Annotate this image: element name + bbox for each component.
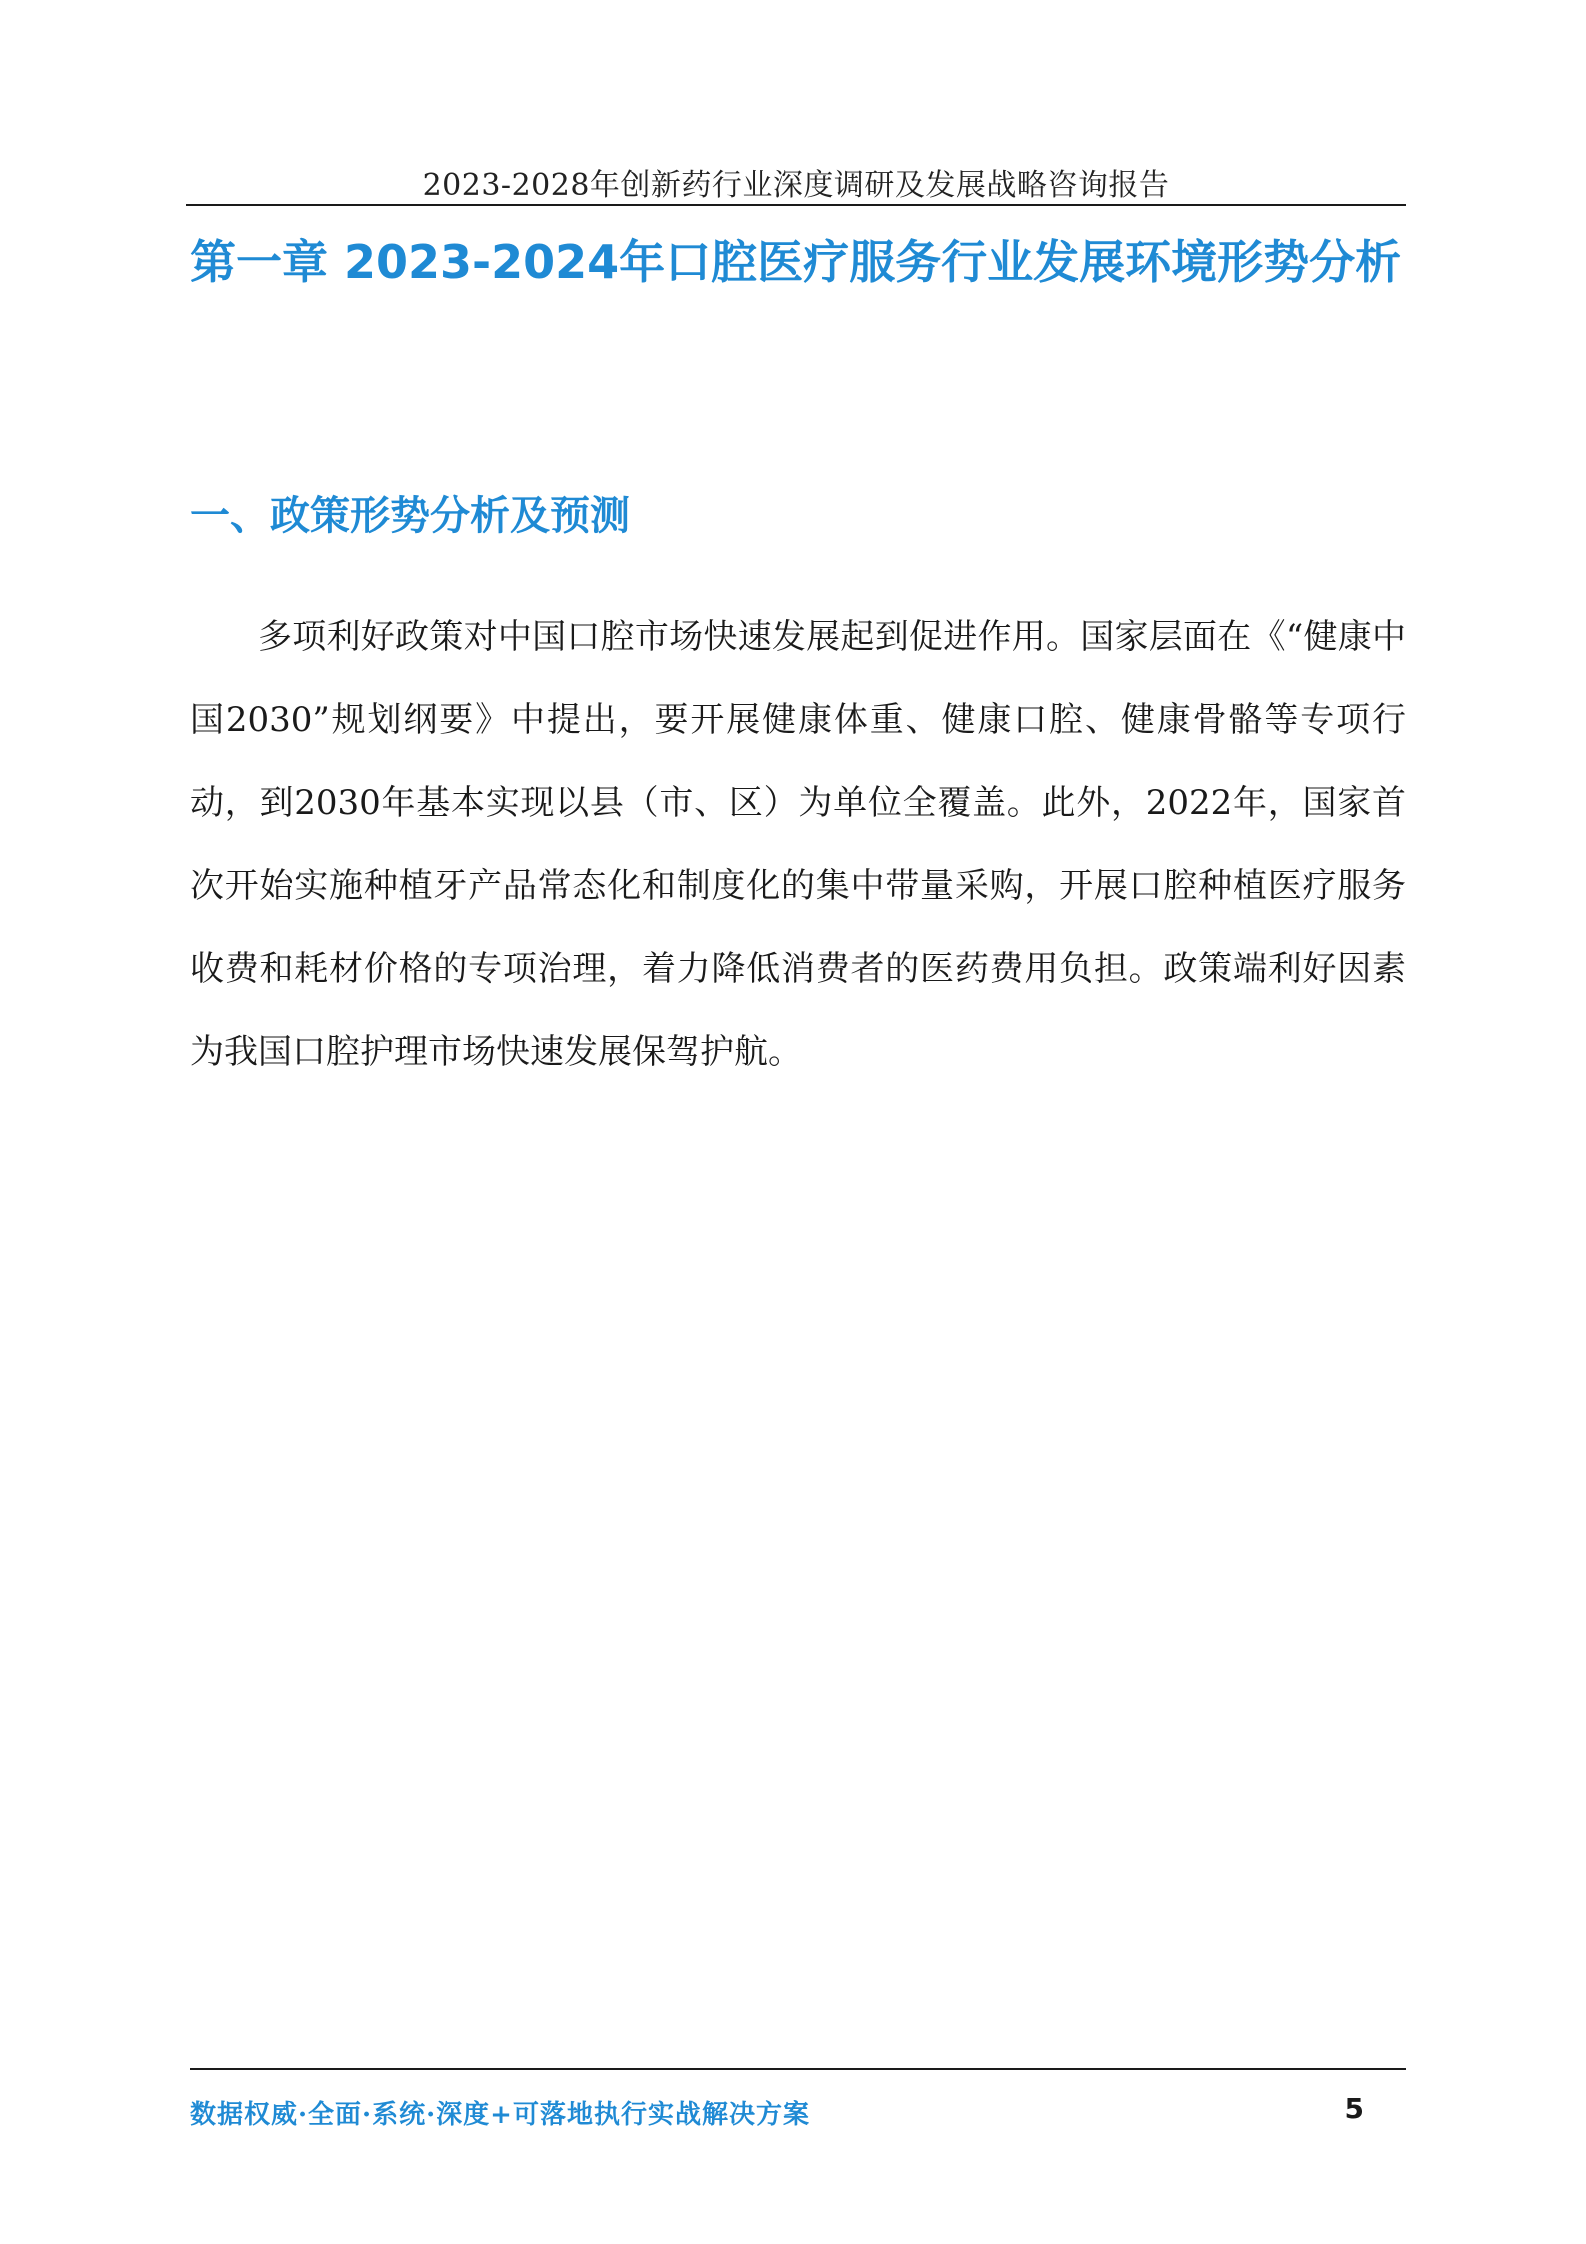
body-paragraph: 多项利好政策对中国口腔市场快速发展起到促进作用。国家层面在《“健康中国2030”规划纲要》中提出，要开展健康体重、健康口腔、健康骨骼等专项行动，到2030年基本实现以县（市、区）为单位全覆盖。此外，2022年，国家首次开始实施种植牙产品常态化和制度化的集中带量采购，开展口腔种植医疗服务收费和耗材价格的专项治理，着力降低消费者的医药费用负担。政策端利好因素为我国口腔护理市场快速发展保驾护航。 bbox=[190, 617, 1406, 1072]
section-title: 一、政策形势分析及预测 bbox=[190, 493, 630, 539]
footer-slogan: 数据权威·全面·系统·深度+可落地执行实战解决方案 bbox=[190, 2100, 810, 2130]
page-header bbox=[186, 150, 1406, 206]
page-footer bbox=[190, 2068, 1406, 2130]
chapter-title: 第一章 2023-2024年口腔医疗服务行业发展环境形势分析 bbox=[190, 235, 1402, 289]
page-number: 5 bbox=[1344, 2092, 1364, 2125]
report-title: 2023-2028年创新药行业深度调研及发展战略咨询报告 bbox=[422, 168, 1170, 203]
